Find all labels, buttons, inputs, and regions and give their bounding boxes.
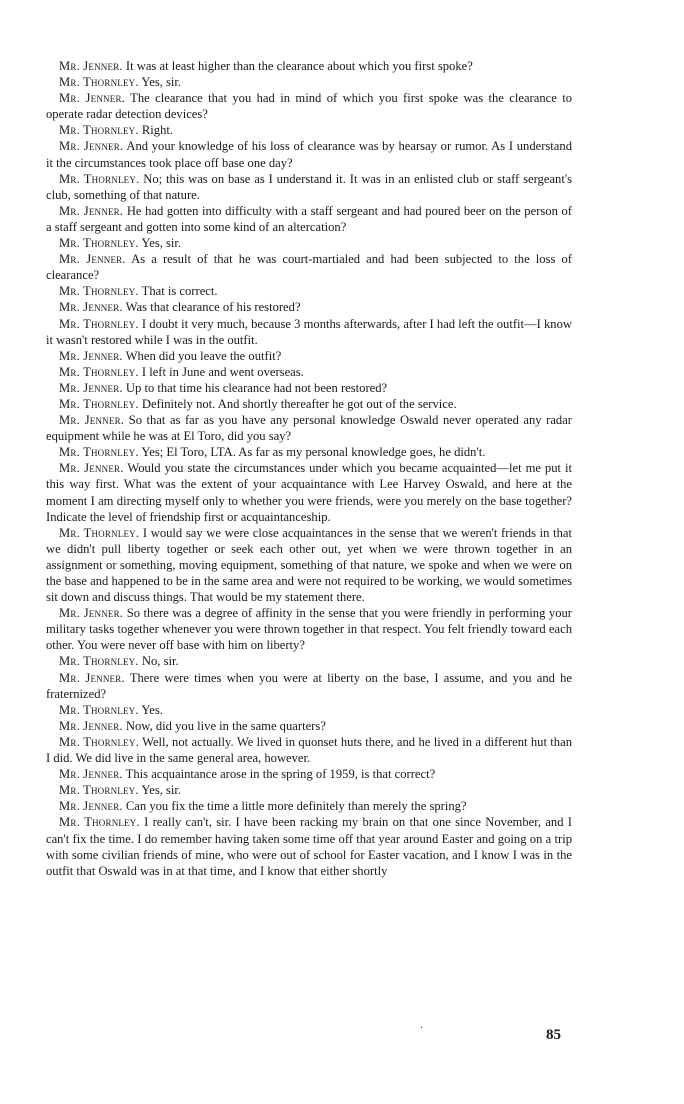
speaker-label: Mr. Jenner. (59, 59, 123, 73)
speaker-label: Mr. Thornley. (59, 171, 140, 186)
speaker-label: Mr. Jenner. (59, 252, 126, 267)
speech-text: Would you state the circumstances under which you became acquainted—let me put it this way first. What was the extent of your acquaintance with Lee Harvey Oswald, and here at the moment I am directing myself only to whether you were friends, were you merely on the base together? Indicate the level of friendship first or acquaintanceship. (46, 461, 572, 524)
speech-text: Yes, sir. (141, 783, 182, 798)
speech-text: It was at least higher than the clearance about which you first spoke? (125, 59, 473, 73)
speaker-label: Mr. Thornley. (59, 123, 139, 138)
speaker-label: Mr. Thornley. (59, 236, 139, 251)
speaker-label: Mr. Jenner. (59, 139, 124, 154)
speech-text: And your knowledge of his loss of clearance was by hearsay or rumor. As I understand it the circumstances took place off base one day? (46, 139, 572, 170)
speech-text: I doubt it very much, because 3 months afterwards, after I had left the outfit—I know it wasn't restored while I was in the outfit. (46, 316, 572, 347)
speech-text: So there was a degree of affinity in the sense that you were friendly in performing your military tasks together whenever you were thrown together in that respect. You felt friendly toward each other. You were never off base with him on liberty? (46, 606, 572, 653)
transcript-paragraph (46, 74, 572, 90)
transcript-paragraph (46, 380, 572, 396)
transcript-paragraph (46, 171, 572, 203)
speaker-label: Mr. Thornley. (59, 75, 139, 90)
transcript-paragraph (46, 525, 572, 605)
transcript-paragraph (46, 412, 572, 444)
speech-text: No, sir. (141, 654, 179, 669)
transcript-paragraph (46, 444, 572, 460)
speaker-label: Mr. Jenner. (59, 461, 124, 476)
speaker-label: Mr. Thornley. (59, 702, 139, 717)
transcript-paragraph (46, 766, 572, 782)
speaker-label: Mr. Thornley. (59, 284, 139, 299)
transcript-paragraph (46, 90, 572, 122)
speech-text: Yes. (141, 702, 163, 717)
stray-mark: · (420, 1023, 424, 1034)
transcript-paragraph (46, 122, 572, 138)
speech-text: The clearance that you had in mind of which you first spoke was the clearance to operate radar detection devices? (46, 91, 572, 122)
page-number: 85 (546, 1027, 561, 1043)
speaker-label: Mr. Jenner. (59, 718, 123, 733)
speech-text: Well, not actually. We lived in quonset huts there, and he lived in a different hut than I did. We did live in the same general area, however. (46, 734, 572, 766)
speech-text: There were times when you were at liberty on the base, I assume, and you and he fraternized? (46, 670, 573, 701)
speech-text: Yes, sir. (141, 75, 182, 90)
transcript-paragraph (46, 251, 572, 283)
speaker-label: Mr. Thornley. (59, 654, 139, 669)
speaker-label: Mr. Thornley. (59, 316, 139, 331)
speaker-label: Mr. Jenner. (59, 348, 123, 363)
transcript-paragraph (46, 734, 572, 766)
transcript-paragraph (46, 316, 572, 348)
speech-text: Yes, sir. (141, 236, 182, 251)
transcript-paragraph (46, 364, 572, 380)
transcript-paragraph (46, 396, 572, 412)
transcript-paragraph (46, 702, 572, 718)
speech-text: I left in June and went overseas. (141, 364, 304, 379)
transcript-paragraph (46, 653, 572, 669)
speaker-label: Mr. Jenner. (59, 767, 123, 782)
speech-text: As a result of that he was court-martialed and had been subjected to the loss of clearance? (46, 252, 572, 283)
transcript-paragraph (46, 299, 572, 315)
speech-text: When did you leave the outfit? (125, 348, 282, 363)
transcript-paragraph (46, 348, 572, 364)
transcript-paragraph (46, 605, 572, 653)
speaker-label: Mr. Jenner. (59, 799, 123, 814)
speaker-label: Mr. Thornley. (59, 815, 140, 830)
speaker-label: Mr. Jenner. (59, 413, 125, 428)
speaker-label: Mr. Jenner. (59, 300, 123, 315)
speaker-label: Mr. Jenner. (59, 91, 125, 106)
speaker-label: Mr. Thornley. (59, 445, 139, 460)
transcript-paragraph (46, 814, 572, 878)
transcript-paragraph (46, 718, 572, 734)
transcript-paragraph (46, 235, 572, 251)
transcript-paragraph (46, 782, 572, 798)
speaker-label: Mr. Thornley. (59, 364, 139, 379)
speaker-label: Mr. Jenner. (59, 203, 124, 218)
speaker-label: Mr. Thornley. (59, 525, 140, 540)
speech-text: He had gotten into difficulty with a staff sergeant and had poured beer on the person of a staff sergeant and gotten into some kind of an altercation? (46, 203, 572, 234)
speech-text: I really can't, sir. I have been racking my brain on that one since November, and I can't fix the time. I do remember having taken some time off that year around Easter and going on a trip with some civilian friends of mine, who were out of school for Easter vacation, and I know I was in the outfit that Oswald was in at that time, and I know that either shortly (46, 815, 572, 878)
speaker-label: Mr. Thornley. (59, 396, 139, 411)
transcript-paragraph (46, 283, 572, 299)
speech-text: So that as far as you have any personal knowledge Oswald never operated any radar equipment while he was at El Toro, did you say? (46, 413, 572, 444)
speech-text: Definitely not. And shortly thereafter he got out of the service. (141, 396, 457, 411)
speaker-label: Mr. Thornley. (59, 783, 139, 798)
speech-text: Up to that time his clearance had not been restored? (125, 380, 388, 395)
transcript-paragraph (46, 460, 572, 524)
speech-text: No; this was on base as I understand it. It was in an enlisted club or staff sergeant's club, something of that nature. (46, 171, 572, 202)
speaker-label: Mr. Jenner. (59, 380, 123, 395)
speech-text: This acquaintance arose in the spring of 1959, is that correct? (125, 767, 436, 782)
transcript-body (46, 58, 572, 879)
transcript-paragraph (46, 138, 572, 170)
speech-text: Was that clearance of his restored? (125, 300, 301, 315)
transcript-paragraph (46, 58, 572, 74)
transcript-paragraph (46, 203, 572, 235)
speech-text: That is correct. (141, 284, 218, 299)
speaker-label: Mr. Jenner. (59, 670, 125, 685)
speech-text: Can you fix the time a little more definitely than merely the spring? (125, 799, 467, 814)
speaker-label: Mr. Jenner. (59, 606, 124, 621)
speech-text: Right. (141, 123, 174, 138)
speech-text: Yes; El Toro, LTA. As far as my personal knowledge goes, he didn't. (141, 445, 486, 460)
speech-text: Now, did you live in the same quarters? (125, 718, 326, 733)
speech-text: I would say we were close acquaintances in the sense that we weren't friends in that we didn't pull liberty together or seek each other out, yet when we were thrown together in an assignment or something, moving equipment, something of that nature, we spoke and when we were on the base and happened to be in the same area and were not required to be working, we would sometimes sit down and discuss things. That would be my statement there. (46, 525, 572, 605)
speaker-label: Mr. Thornley. (59, 734, 139, 749)
transcript-paragraph (46, 798, 572, 814)
transcript-paragraph (46, 670, 572, 702)
